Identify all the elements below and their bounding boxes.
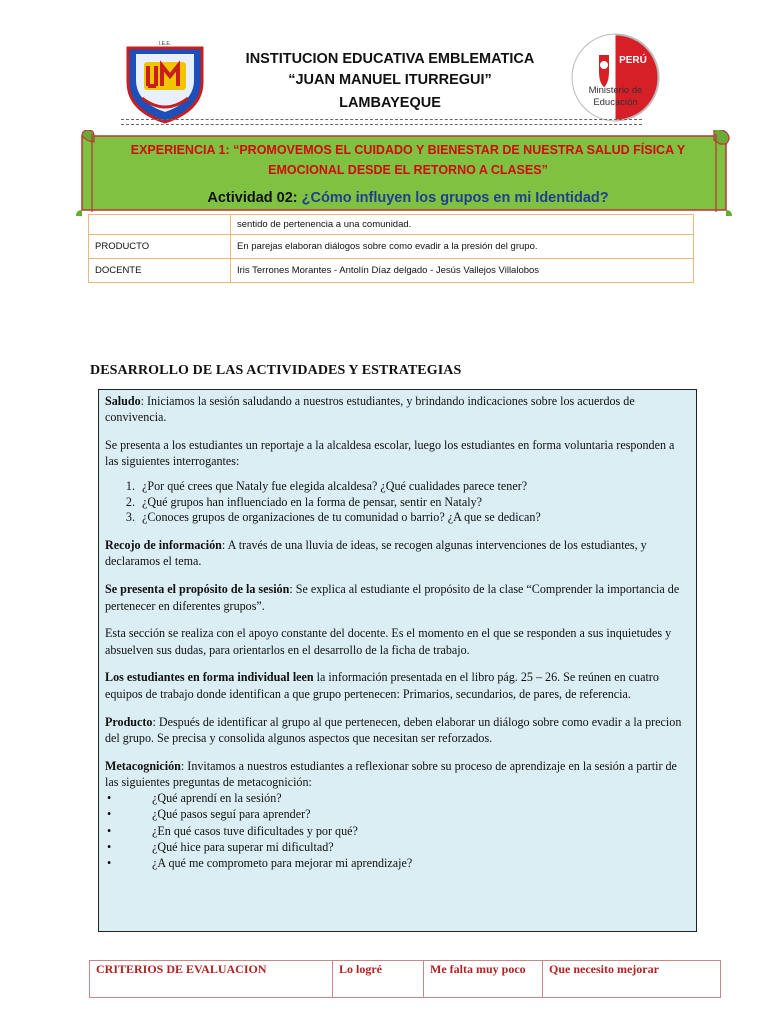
bullet-icon: • (107, 839, 112, 854)
table-cell-key (89, 215, 231, 235)
school-type-title: INSTITUCION EDUCATIVA EMBLEMATICA (245, 51, 535, 67)
list-item: 2. ¿Qué grupos han influenciado en la forma de pensar, sentir en Nataly? (138, 495, 689, 511)
experience-title: EXPERIENCIA 1: “PROMOVEMOS EL CUIDADO Y BIENESTAR DE NUESTRA SALUD FÍSICA Y EMOCIONAL DESDE EL RETORNO A CLASES” (130, 143, 686, 177)
activity-info-table (88, 214, 694, 283)
achieved-header: Lo logré (333, 961, 424, 998)
proposito-paragraph (105, 581, 689, 614)
almost-header: Me falta muy poco (424, 961, 543, 998)
recojo-paragraph (105, 537, 689, 570)
metacognicion-question: ¿A qué me comprometo para mejorar mi aprendizaje? (152, 856, 413, 871)
bullet-icon: • (107, 856, 112, 871)
table-row (89, 259, 694, 283)
metacognicion-label: Metacognición (105, 758, 181, 773)
header-divider-2 (121, 124, 642, 125)
individual-text: la información presentada en el libro pág. 25 – 26. Se reúnen en cuatro equipos de trabajo donde identifican a que grupo pertenecen: Primarios, secundarios, de pares, de referencia. (105, 670, 659, 701)
table-cell-key: DOCENTE (89, 259, 231, 283)
development-box (98, 389, 697, 932)
improve-header: Que necesito mejorar (543, 961, 721, 998)
list-item: 3. ¿Conoces grupos de organizaciones de tu comunidad o barrio? ¿A que se dedican? (138, 510, 689, 526)
table-row (89, 215, 694, 235)
ministry-logo (571, 33, 660, 122)
table-cell-value: Iris Terrones Morantes - Antolín Díaz delgado - Jesús Vallejos Villalobos (231, 259, 694, 283)
producto-text: : Después de identificar al grupo al que pertenecen, deben elaborar un diálogo sobre como evadir a la precion del grupo. Se precisa y consolida algunos aspectos que necesitan ser reforzados. (105, 714, 682, 745)
metacognicion-text: : Invitamos a nuestros estudiantes a reflexionar sobre su proceso de aprendizaje en la sesión a partir de las siguientes preguntas de metacognición: (105, 758, 677, 789)
metacognicion-question: ¿Qué aprendí en la sesión? (152, 791, 282, 806)
activity-question: ¿Cómo influyen los grupos en mi Identidad? (301, 190, 609, 206)
bullet-icon: • (107, 823, 112, 838)
saludo-text: : Iniciamos la sesión saludando a nuestros estudiantes, y brindando indicaciones sobre los acuerdos de convivencia. (105, 394, 635, 425)
school-location-title: LAMBAYEQUE (339, 95, 441, 111)
metacognicion-paragraph (105, 758, 689, 791)
seccion-paragraph: Esta sección se realiza con el apoyo constante del docente. Es el momento en el que se responden a sus inquietudes y absuelven sus dudas, para orientarlos en el desarrollo de la ficha de trabajo. (105, 626, 672, 657)
table-cell-value: En parejas elaboran diálogos sobre como evadir a la presión del grupo. (231, 235, 694, 259)
table-row (89, 235, 694, 259)
section-title: DESARROLLO DE LAS ACTIVIDADES Y ESTRATEGIAS (90, 363, 462, 378)
school-name-title: “JUAN MANUEL ITURREGUI” (288, 72, 492, 88)
producto-label: Producto (105, 714, 153, 729)
bullet-icon: • (107, 791, 112, 806)
recojo-text: : A través de una lluvia de ideas, se recogen algunas intervenciones de los estudiantes, y declaramos el tema. (105, 538, 647, 569)
criteria-header: CRITERIOS DE EVALUACION (90, 961, 333, 998)
list-item (105, 855, 689, 871)
activity-label: Actividad 02: (207, 190, 298, 206)
svg-text:Educación: Educación (593, 97, 638, 108)
table-cell-key: PRODUCTO (89, 235, 231, 259)
svg-text:PERÚ: PERÚ (619, 55, 647, 66)
proposito-text: : Se explica al estudiante el propósito de la clase “Comprender la importancia de pertenecer en diferentes grupos”. (105, 582, 680, 613)
svg-text:Ministerio de: Ministerio de (588, 85, 643, 96)
table-row (90, 961, 721, 998)
list-item (105, 839, 689, 855)
svg-text:I.E.E.: I.E.E. (158, 41, 172, 47)
bullet-icon: • (107, 807, 112, 822)
reportaje-paragraph: Se presenta a los estudiantes un reportaje a la alcaldesa escolar, luego los estudiantes en forma voluntaria responden a las siguientes interrogantes: (105, 438, 675, 469)
metacognicion-question: ¿En qué casos tuve dificultades y por qué? (152, 823, 358, 838)
proposito-label: Se presenta el propósito de la sesión (105, 582, 290, 597)
saludo-paragraph (105, 393, 689, 426)
table-cell-value: sentido de pertenencia a una comunidad. (231, 215, 694, 235)
individual-paragraph (105, 669, 689, 702)
header-divider (121, 119, 642, 120)
list-item (105, 823, 689, 839)
activity-title (118, 190, 698, 206)
individual-label: Los estudiantes en forma individual leen (105, 670, 314, 685)
questions-list (105, 479, 689, 526)
list-item (105, 806, 689, 822)
metacognicion-question: ¿Qué hice para superar mi dificultad? (152, 839, 334, 854)
criteria-table (89, 960, 721, 998)
saludo-label: Saludo (105, 394, 141, 408)
list-item: 1. ¿Por qué crees que Nataly fue elegida alcaldesa? ¿Qué cualidades parece tener? (138, 479, 689, 495)
recojo-label: Recojo de información (105, 538, 222, 553)
list-item (105, 790, 689, 806)
metacognicion-question: ¿Qué pasos seguí para aprender? (152, 807, 311, 822)
producto-paragraph (105, 714, 689, 747)
